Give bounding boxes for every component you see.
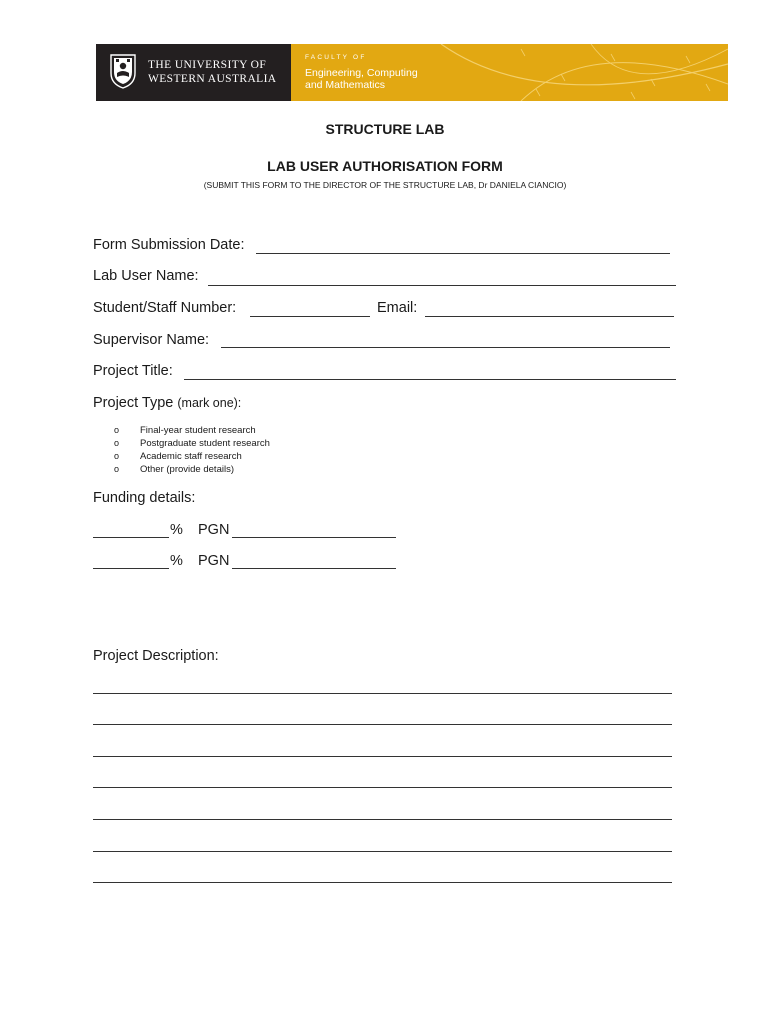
email-field[interactable] bbox=[425, 316, 674, 317]
option-radio-icon[interactable]: o bbox=[114, 425, 120, 435]
option-label: Postgraduate student research bbox=[140, 438, 270, 449]
submission-date-label: Form Submission Date: bbox=[93, 237, 245, 253]
university-crest-icon bbox=[110, 53, 136, 89]
project-description-label: Project Description: bbox=[93, 648, 219, 664]
faculty-name-line1: Engineering, Computing bbox=[305, 67, 418, 79]
lab-user-name-field[interactable] bbox=[208, 285, 676, 286]
university-name-line1: THE UNIVERSITY OF bbox=[148, 59, 267, 71]
university-name-line2: WESTERN AUSTRALIA bbox=[148, 73, 277, 85]
project-type-option[interactable] bbox=[114, 425, 256, 436]
project-type-option[interactable] bbox=[114, 451, 242, 462]
university-logo-panel bbox=[96, 44, 291, 101]
project-type-label bbox=[93, 395, 241, 411]
funding-pgn-label: PGN bbox=[198, 553, 230, 569]
option-label: Final-year student research bbox=[140, 425, 256, 436]
project-type-option[interactable] bbox=[114, 464, 234, 475]
project-description-line[interactable] bbox=[93, 787, 672, 788]
supervisor-name-field[interactable] bbox=[221, 347, 670, 348]
lab-user-name-label: Lab User Name: bbox=[93, 268, 199, 284]
project-type-hint: (mark one): bbox=[177, 396, 242, 410]
project-title-label: Project Title: bbox=[93, 363, 173, 379]
project-description-line[interactable] bbox=[93, 724, 672, 725]
submission-date-field[interactable] bbox=[256, 253, 670, 254]
student-staff-number-field[interactable] bbox=[250, 316, 370, 317]
lab-title: STRUCTURE LAB bbox=[325, 121, 445, 137]
email-label: Email: bbox=[377, 300, 418, 316]
project-description-line[interactable] bbox=[93, 819, 672, 820]
funding-percent-sign: % bbox=[170, 553, 183, 569]
option-radio-icon[interactable]: o bbox=[114, 464, 120, 474]
project-description-line[interactable] bbox=[93, 693, 672, 694]
project-type-option[interactable] bbox=[114, 438, 270, 449]
project-type-text: Project Type bbox=[93, 395, 174, 411]
faculty-name bbox=[305, 67, 418, 91]
university-name bbox=[148, 58, 277, 86]
project-description-line[interactable] bbox=[93, 851, 672, 852]
funding-percent-sign: % bbox=[170, 522, 183, 538]
option-label: Other (provide details) bbox=[140, 464, 234, 475]
project-description-line[interactable] bbox=[93, 882, 672, 883]
form-instruction: (SUBMIT THIS FORM TO THE DIRECTOR OF THE STRUCTURE LAB, Dr DANIELA CIANCIO) bbox=[203, 180, 567, 190]
funding-percent-field[interactable] bbox=[93, 537, 169, 538]
funding-pgn-field[interactable] bbox=[232, 537, 396, 538]
funding-pgn-label: PGN bbox=[198, 522, 230, 538]
funding-percent-field[interactable] bbox=[93, 568, 169, 569]
faculty-of-label: FACULTY OF bbox=[305, 54, 367, 61]
form-title: LAB USER AUTHORISATION FORM bbox=[267, 158, 503, 174]
option-radio-icon[interactable]: o bbox=[114, 451, 120, 461]
funding-details-label: Funding details: bbox=[93, 490, 196, 506]
option-label: Academic staff research bbox=[140, 451, 242, 462]
header-banner bbox=[96, 44, 728, 101]
project-title-field[interactable] bbox=[184, 379, 676, 380]
project-description-line[interactable] bbox=[93, 756, 672, 757]
supervisor-name-label: Supervisor Name: bbox=[93, 332, 210, 348]
funding-pgn-field[interactable] bbox=[232, 568, 396, 569]
student-staff-number-label: Student/Staff Number: bbox=[93, 300, 237, 316]
option-radio-icon[interactable]: o bbox=[114, 438, 120, 448]
faculty-name-line2: and Mathematics bbox=[305, 79, 385, 91]
faculty-panel bbox=[291, 44, 728, 101]
